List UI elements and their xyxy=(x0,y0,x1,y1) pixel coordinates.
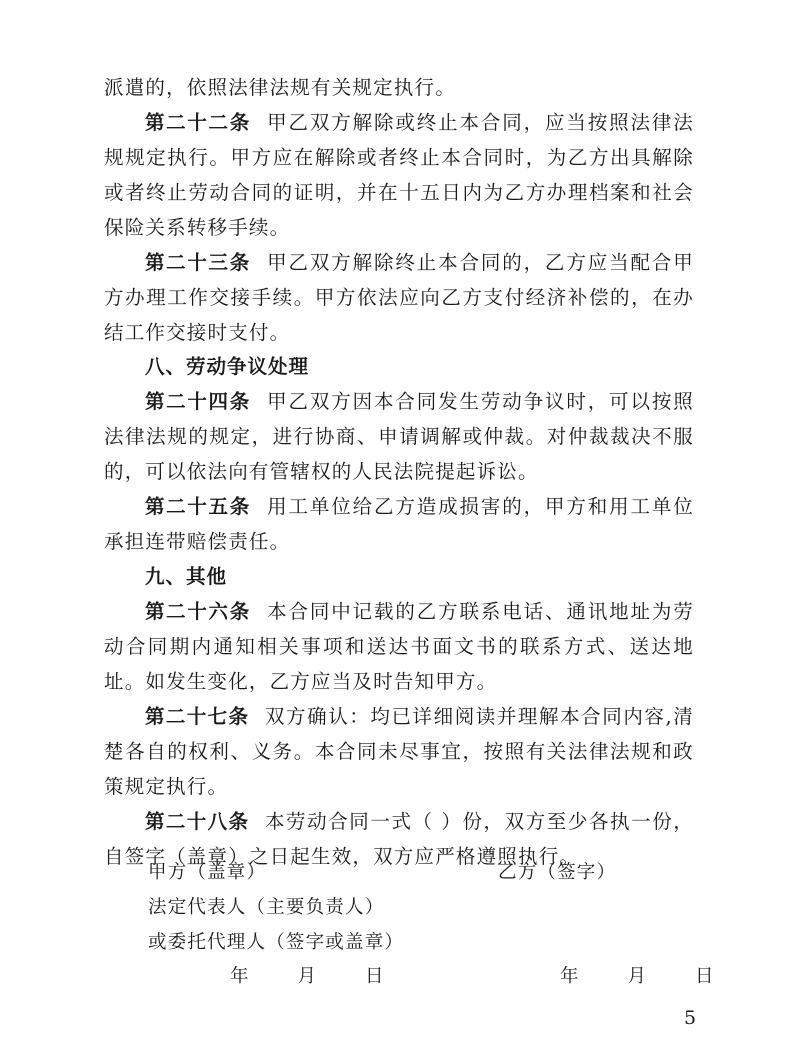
article-25 xyxy=(104,489,694,559)
legal-representative-label: 法定代表人（主要负责人） xyxy=(148,897,385,918)
article-26 xyxy=(104,594,694,699)
party-b-date: 年 月 日 xyxy=(560,966,718,987)
article-24 xyxy=(104,384,694,489)
article-text: 双方确认：均已详细阅读并理解本合同内容,清楚各自的权利、义务。本合同未尽事宜，按照有关法律法规和政策规定执行。 xyxy=(104,705,694,798)
article-number: 第二十五条 xyxy=(145,495,251,518)
article-text: 甲乙双方解除终止本合同的，乙方应当配合甲方办理工作交接手续。甲方依法应向乙方支付经济补偿的，在办结工作交接时支付。 xyxy=(104,251,694,344)
article-text: 用工单位给乙方造成损害的，甲方和用工单位承担连带赔偿责任。 xyxy=(104,495,694,553)
article-number: 第二十四条 xyxy=(145,390,251,413)
article-27 xyxy=(104,699,694,804)
article-text: 甲乙双方因本合同发生劳动争议时，可以按照法律法规的规定，进行协商、申请调解或仲裁。对仲裁裁决不服的，可以依法向有管辖权的人民法院提起诉讼。 xyxy=(104,390,694,483)
article-number: 第二十二条 xyxy=(145,111,251,134)
article-number: 第二十三条 xyxy=(145,251,251,274)
party-a-date: 年 月 日 xyxy=(230,966,388,987)
article-number: 第二十六条 xyxy=(145,600,251,623)
article-22 xyxy=(104,105,694,245)
party-b-signature-label: 乙方（签字） xyxy=(498,862,617,883)
paragraph-continuation xyxy=(104,70,694,105)
authorized-agent-label: 或委托代理人（签字或盖章） xyxy=(148,932,405,953)
party-a-seal-label: 甲方（盖章） xyxy=(148,862,267,883)
article-text: 甲乙双方解除或终止本合同，应当按照法律法规规定执行。甲方应在解除或者终止本合同时，为乙方出具解除或者终止劳动合同的证明，并在十五日内为乙方办理档案和社会保险关系转移手续。 xyxy=(104,111,694,239)
section-heading-other: 九、其他 xyxy=(145,565,228,588)
article-text: 本劳动合同一式（ ）份，双方至少各执一份，自签字（盖章）之日起生效，双方应严格遵照执行。 xyxy=(104,810,694,868)
article-text: 本合同中记载的乙方联系电话、通讯地址为劳动合同期内通知相关事项和送达书面文书的联系方式、送达地址。如发生变化，乙方应当及时告知甲方。 xyxy=(104,600,694,693)
article-number: 第二十八条 xyxy=(145,810,250,833)
article-number: 第二十七条 xyxy=(145,705,250,728)
article-23 xyxy=(104,245,694,350)
page-number: 5 xyxy=(684,1007,697,1029)
paragraph-text: 派遣的，依照法律法规有关规定执行。 xyxy=(104,76,456,99)
section-heading-dispute: 八、劳动争议处理 xyxy=(145,355,310,378)
